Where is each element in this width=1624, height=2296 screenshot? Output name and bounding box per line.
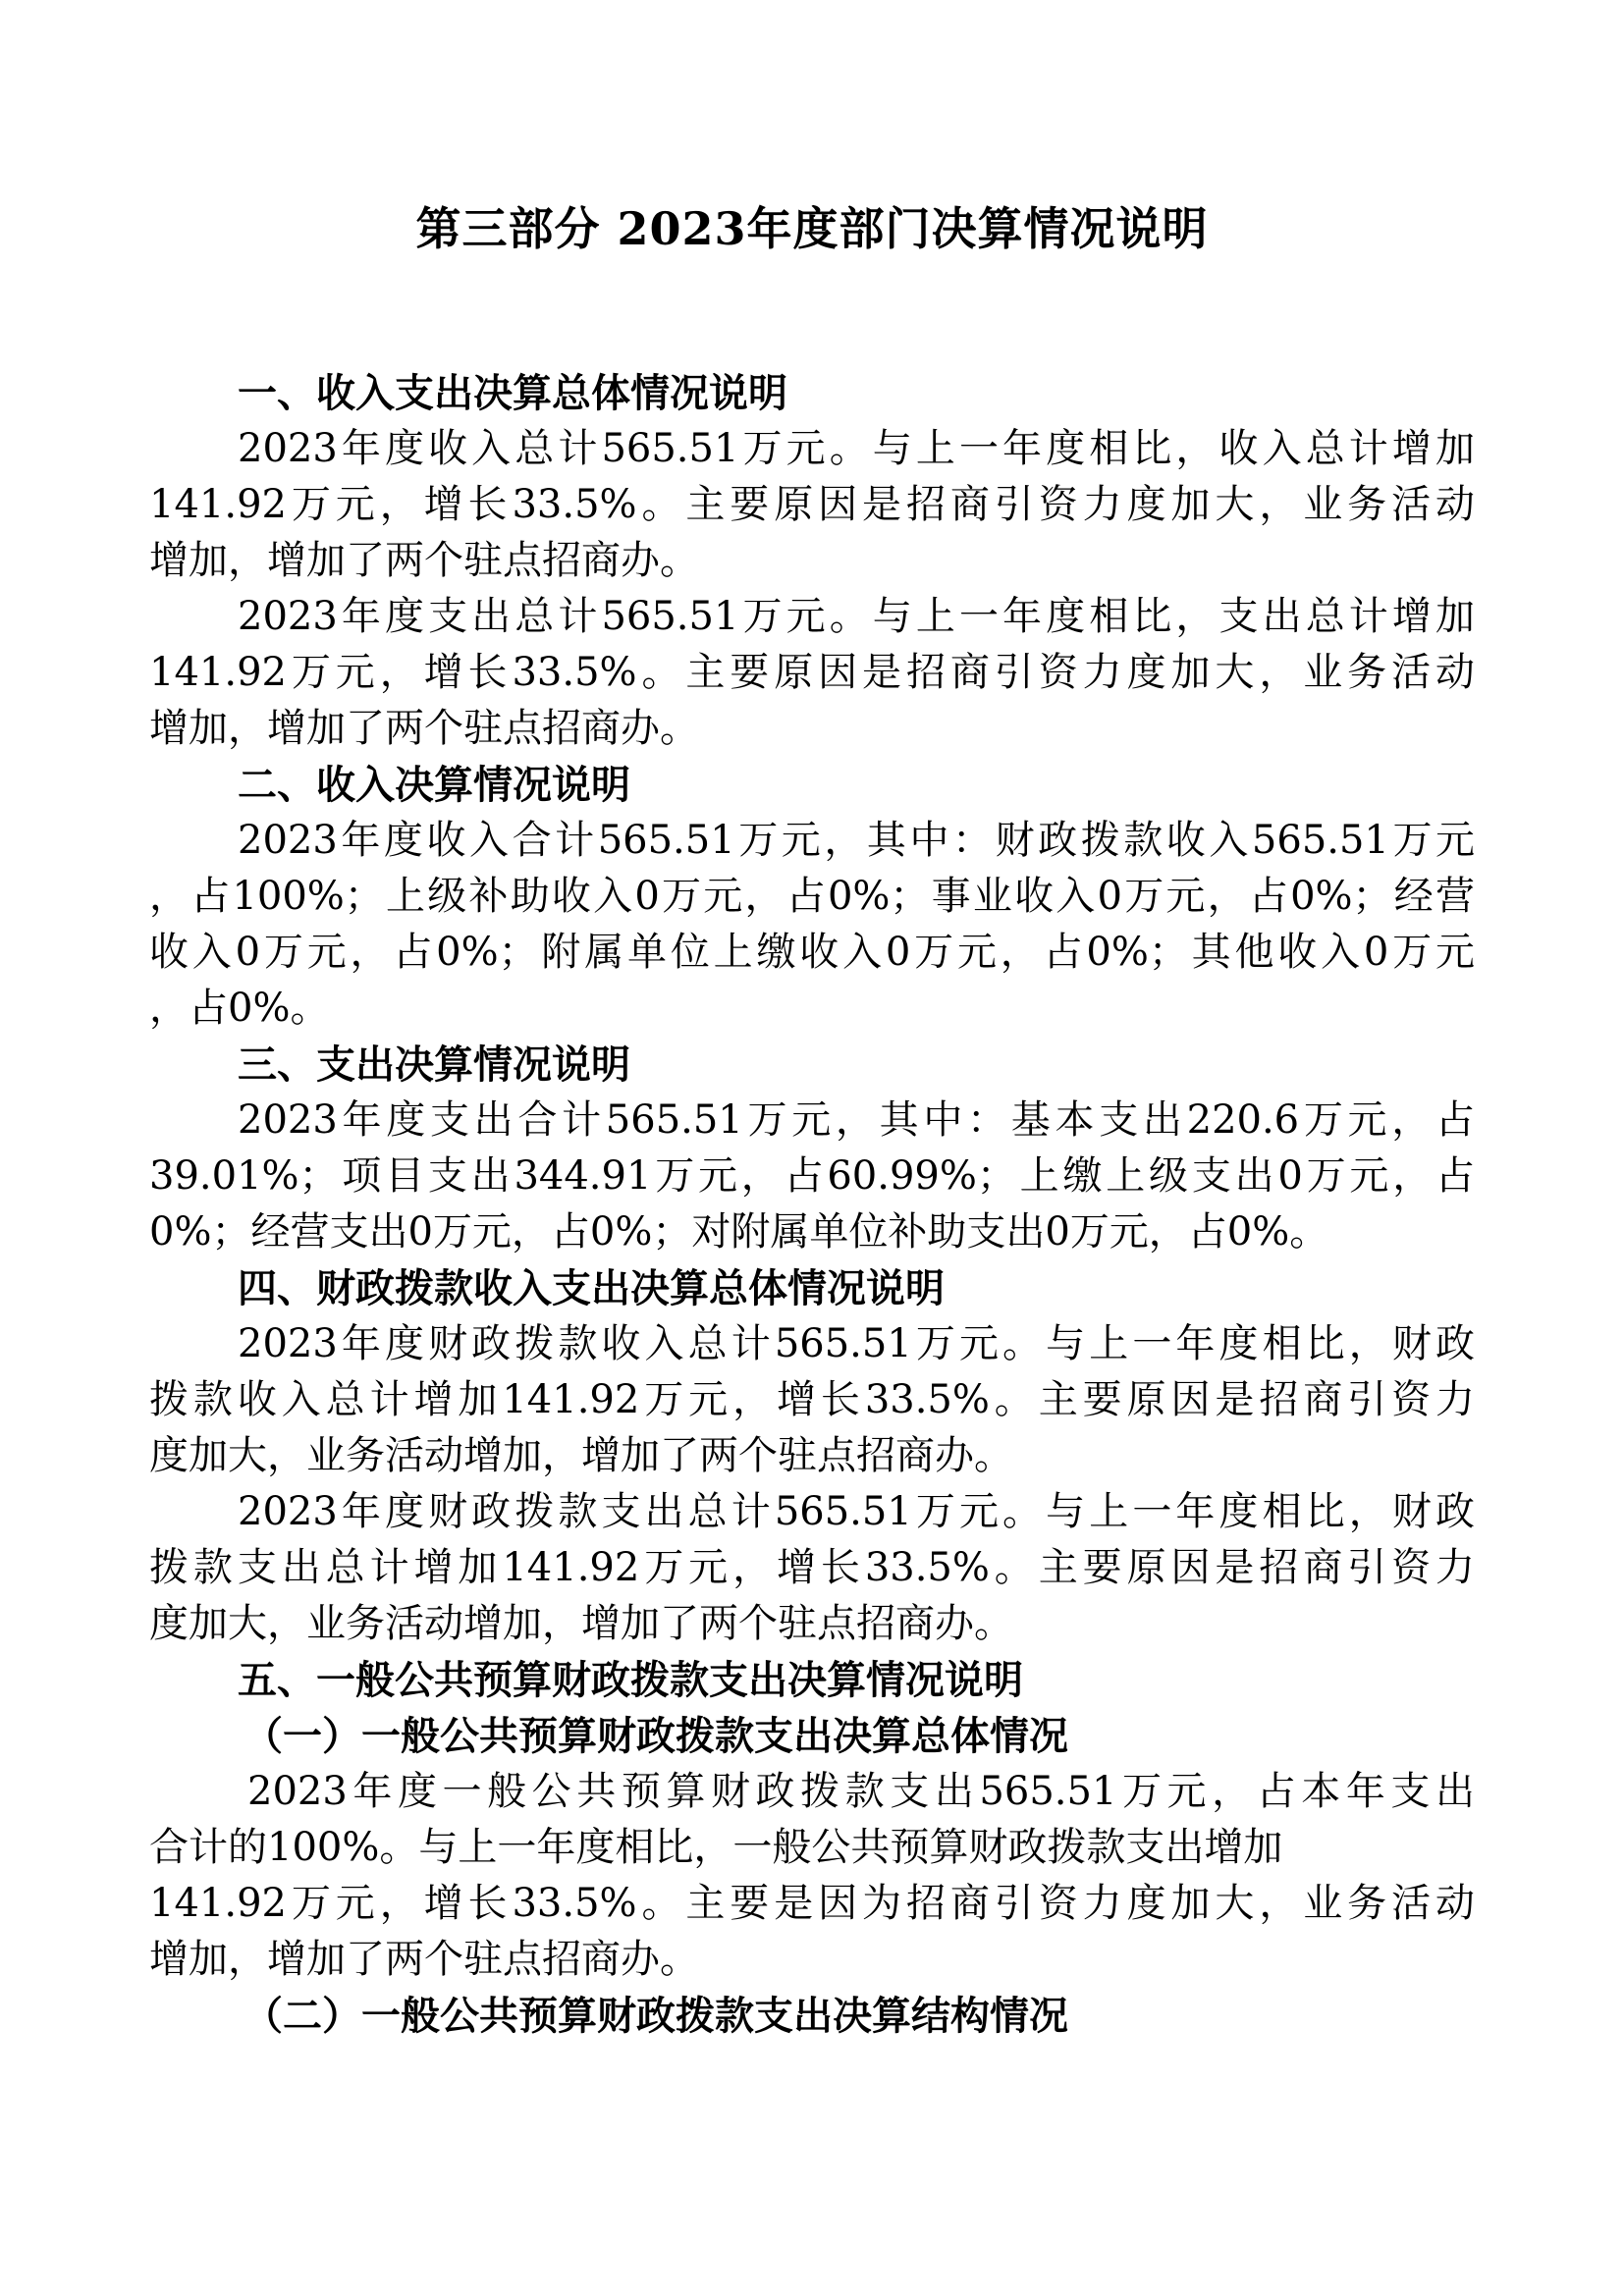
paragraph-line: 39.01%；项目支出344.91万元，占60.99%；上缴上级支出0万元，占	[149, 1153, 1475, 1199]
section-heading: 一、收入支出决算总体情况说明	[238, 370, 787, 416]
paragraph-line: 2023年度收入总计565.51万元。与上一年度相比，收入总计增加	[238, 426, 1475, 471]
paragraph-line: 2023年度支出合计565.51万元，其中：基本支出220.6万元，占	[238, 1097, 1475, 1143]
paragraph-line: 增加，增加了两个驻点招商办。	[149, 1937, 699, 1982]
paragraph-line: ，占0%。	[149, 986, 330, 1031]
section-heading: 三、支出决算情况说明	[238, 1041, 630, 1088]
paragraph-line: 141.92万元，增长33.5%。主要原因是招商引资力度加大，业务活动	[149, 482, 1475, 527]
paragraph-line: 0%；经营支出0万元，占0%；对附属单位补助支出0万元，占0%。	[149, 1209, 1329, 1255]
paragraph-line: 合计的100%。与上一年度相比，一般公共预算财政拨款支出增加	[149, 1825, 1283, 1870]
paragraph-line: 141.92万元，增长33.5%。主要是因为招商引资力度加大，业务活动	[149, 1881, 1475, 1926]
paragraph-line: 2023年度支出总计565.51万元。与上一年度相比，支出总计增加	[238, 594, 1475, 639]
paragraph-line: 141.92万元，增长33.5%。主要原因是招商引资力度加大，业务活动	[149, 650, 1475, 695]
section-heading: 四、财政拨款收入支出决算总体情况说明	[238, 1265, 945, 1311]
document-body	[149, 365, 1475, 2044]
paragraph-line: 2023年度收入合计565.51万元，其中：财政拨款收入565.51万元	[238, 818, 1475, 863]
paragraph-line: 度加大，业务活动增加，增加了两个驻点招商办。	[149, 1601, 1013, 1646]
paragraph-line: 度加大，业务活动增加，增加了两个驻点招商办。	[149, 1433, 1013, 1478]
section-heading: 五、一般公共预算财政拨款支出决算情况说明	[238, 1657, 1023, 1703]
page-title: 第三部分 2023年度部门决算情况说明	[415, 202, 1209, 255]
paragraph-line: 收入0万元，占0%；附属单位上缴收入0万元，占0%；其他收入0万元	[149, 930, 1475, 975]
paragraph-line: 2023年度财政拨款收入总计565.51万元。与上一年度相比，财政	[238, 1321, 1475, 1366]
section-heading: 二、收入决算情况说明	[238, 762, 630, 808]
paragraph-line: 拨款收入总计增加141.92万元，增长33.5%。主要原因是招商引资力	[149, 1377, 1475, 1422]
paragraph-line: 增加，增加了两个驻点招商办。	[149, 538, 699, 583]
paragraph-line: 2023年度财政拨款支出总计565.51万元。与上一年度相比，财政	[238, 1489, 1475, 1534]
paragraph-line: 2023年度一般公共预算财政拨款支出565.51万元，占本年支出	[247, 1769, 1475, 1814]
section-heading: （一）一般公共预算财政拨款支出决算总体情况	[244, 1713, 1068, 1759]
paragraph-line: 拨款支出总计增加141.92万元，增长33.5%。主要原因是招商引资力	[149, 1545, 1475, 1590]
paragraph-line: 增加，增加了两个驻点招商办。	[149, 706, 699, 751]
section-heading: （二）一般公共预算财政拨款支出决算结构情况	[244, 1993, 1068, 2039]
paragraph-line: ，占100%；上级补助收入0万元，占0%；事业收入0万元，占0%；经营	[149, 874, 1475, 919]
